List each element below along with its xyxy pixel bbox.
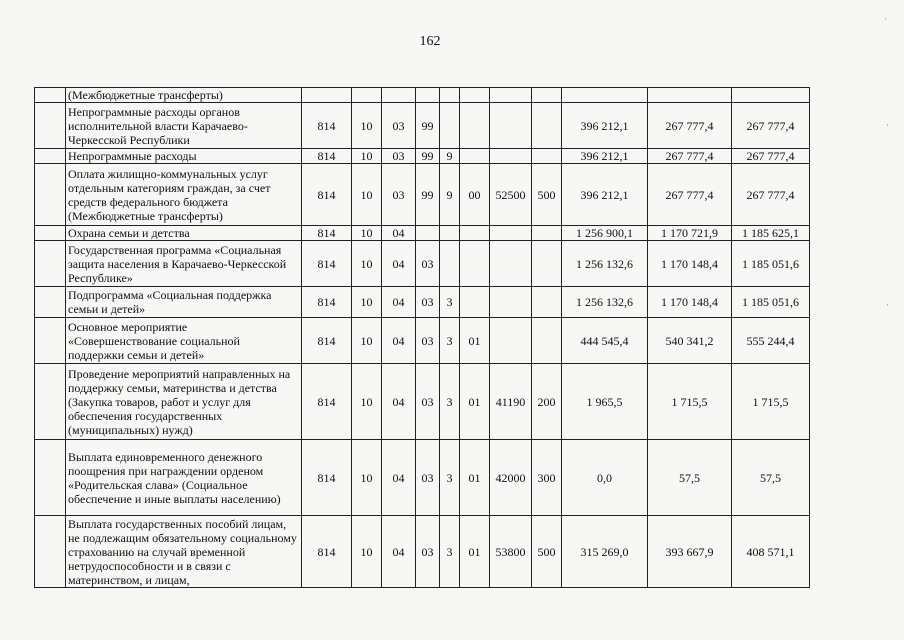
section-code-cell: 10 [352,103,382,149]
subprogram-code-cell [440,226,460,241]
amount-year1-cell: 1 256 900,1 [562,226,648,241]
ministry-code-cell: 814 [302,440,352,516]
page-number: 162 [419,34,441,49]
amount-year3-cell: 408 571,1 [732,516,810,588]
expense-type-code-cell: 300 [532,440,562,516]
amount-year2-cell: 1 170 148,4 [648,241,732,287]
amount-year2-cell: 540 341,2 [648,318,732,364]
expense-type-code-cell [532,226,562,241]
amount-year2-cell: 267 777,4 [648,164,732,226]
amount-year2-cell: 267 777,4 [648,103,732,149]
amount-year1-cell [562,88,648,103]
amount-year2-cell: 1 170 721,9 [648,226,732,241]
event-code-cell: 01 [460,318,490,364]
expense-name-cell: Государственная программа «Социальная защита населения в Карачаево-Черкесской Республике» [66,241,302,287]
direction-code-cell: 42000 [490,440,532,516]
amount-year3-cell: 267 777,4 [732,164,810,226]
ministry-code-cell: 814 [302,241,352,287]
row-number-cell [35,440,66,516]
ministry-code-cell: 814 [302,516,352,588]
direction-code-cell [490,318,532,364]
amount-year1-cell: 444 545,4 [562,318,648,364]
amount-year3-cell: 1 185 051,6 [732,241,810,287]
direction-code-cell: 41190 [490,364,532,440]
direction-code-cell [490,226,532,241]
event-code-cell: 00 [460,164,490,226]
row-number-cell [35,88,66,103]
table-row [35,88,810,103]
row-number-cell [35,516,66,588]
amount-year3-cell: 267 777,4 [732,103,810,149]
amount-year1-cell: 1 256 132,6 [562,241,648,287]
direction-code-cell [490,88,532,103]
subprogram-code-cell: 9 [440,149,460,164]
row-number-cell [35,318,66,364]
direction-code-cell [490,241,532,287]
direction-code-cell [490,103,532,149]
subprogram-code-cell [440,88,460,103]
budget-table [34,87,810,588]
direction-code-cell [490,149,532,164]
target-article-code-cell: 03 [416,241,440,287]
subsection-code-cell [382,88,416,103]
expense-name-cell: Основное мероприятие «Совершенствование социальной поддержки семьи и детей» [66,318,302,364]
subsection-code-cell: 03 [382,103,416,149]
table-row [35,164,810,226]
subsection-code-cell: 04 [382,226,416,241]
amount-year3-cell: 1 185 625,1 [732,226,810,241]
expense-name-cell: Охрана семьи и детства [66,226,302,241]
subprogram-code-cell: 3 [440,364,460,440]
table-row [35,287,810,318]
subsection-code-cell: 04 [382,364,416,440]
expense-type-code-cell [532,241,562,287]
expense-name-cell: Проведение мероприятий направленных на поддержку семьи, материнства и детства (Закупка товаров, работ и услуг для обеспечения государственных (муниципальных) нужд) [66,364,302,440]
ministry-code-cell: 814 [302,164,352,226]
amount-year2-cell: 1 170 148,4 [648,287,732,318]
row-number-cell [35,287,66,318]
expense-name-cell: Подпрограмма «Социальная поддержка семьи и детей» [66,287,302,318]
expense-type-code-cell [532,318,562,364]
row-number-cell [35,164,66,226]
target-article-code-cell: 99 [416,149,440,164]
target-article-code-cell [416,88,440,103]
table-row [35,516,810,588]
event-code-cell [460,149,490,164]
subsection-code-cell: 03 [382,164,416,226]
amount-year2-cell: 267 777,4 [648,149,732,164]
expense-type-code-cell: 500 [532,164,562,226]
direction-code-cell [490,287,532,318]
expense-type-code-cell [532,103,562,149]
subsection-code-cell: 04 [382,241,416,287]
section-code-cell: 10 [352,149,382,164]
row-number-cell [35,103,66,149]
subprogram-code-cell: 3 [440,318,460,364]
amount-year2-cell: 1 715,5 [648,364,732,440]
amount-year1-cell: 1 965,5 [562,364,648,440]
ministry-code-cell: 814 [302,318,352,364]
table-row [35,149,810,164]
section-code-cell: 10 [352,164,382,226]
expense-type-code-cell: 500 [532,516,562,588]
subprogram-code-cell: 3 [440,440,460,516]
expense-name-cell: Выплата государственных пособий лицам, не подлежащим обязательному социальному страхованию на случай временной нетрудоспособности и в связи с материнством, и лицам, [66,516,302,588]
event-code-cell [460,226,490,241]
table-row [35,318,810,364]
section-code-cell: 10 [352,226,382,241]
section-code-cell: 10 [352,440,382,516]
direction-code-cell: 53800 [490,516,532,588]
subprogram-code-cell: 9 [440,164,460,226]
event-code-cell [460,241,490,287]
subprogram-code-cell: 3 [440,516,460,588]
expense-name-cell: Оплата жилищно-коммунальных услуг отдельным категориям граждан, за счет средств федерального бюджета (Межбюджетные трансферты) [66,164,302,226]
amount-year3-cell: 57,5 [732,440,810,516]
subprogram-code-cell: 3 [440,287,460,318]
event-code-cell: 01 [460,364,490,440]
subsection-code-cell: 04 [382,318,416,364]
event-code-cell [460,88,490,103]
amount-year2-cell [648,88,732,103]
amount-year1-cell: 396 212,1 [562,164,648,226]
target-article-code-cell: 99 [416,164,440,226]
expense-type-code-cell [532,149,562,164]
ministry-code-cell: 814 [302,103,352,149]
event-code-cell: 01 [460,516,490,588]
scan-mark: · [886,120,889,130]
table-row [35,440,810,516]
amount-year3-cell: 555 244,4 [732,318,810,364]
amount-year2-cell: 57,5 [648,440,732,516]
ministry-code-cell [302,88,352,103]
table-row [35,226,810,241]
section-code-cell: 10 [352,241,382,287]
subsection-code-cell: 04 [382,516,416,588]
subprogram-code-cell [440,241,460,287]
target-article-code-cell: 99 [416,103,440,149]
expense-type-code-cell [532,287,562,318]
ministry-code-cell: 814 [302,287,352,318]
ministry-code-cell: 814 [302,226,352,241]
amount-year3-cell: 267 777,4 [732,149,810,164]
target-article-code-cell: 03 [416,440,440,516]
amount-year3-cell: 1 185 051,6 [732,287,810,318]
target-article-code-cell [416,226,440,241]
amount-year3-cell: 1 715,5 [732,364,810,440]
event-code-cell: 01 [460,440,490,516]
expense-name-cell: Непрограммные расходы органов исполнительной власти Карачаево-Черкесской Республики [66,103,302,149]
subsection-code-cell: 04 [382,440,416,516]
expense-name-cell: (Межбюджетные трансферты) [66,88,302,103]
expense-name-cell: Выплата единовременного денежного поощрения при награждении орденом «Родительская слава» (Социальное обеспечение и иные выплаты населению) [66,440,302,516]
direction-code-cell: 52500 [490,164,532,226]
section-code-cell: 10 [352,318,382,364]
expense-name-cell: Непрограммные расходы [66,149,302,164]
row-number-cell [35,149,66,164]
amount-year1-cell: 0,0 [562,440,648,516]
row-number-cell [35,364,66,440]
row-number-cell [35,241,66,287]
target-article-code-cell: 03 [416,287,440,318]
ministry-code-cell: 814 [302,149,352,164]
event-code-cell [460,103,490,149]
scan-mark: · [884,14,887,24]
section-code-cell: 10 [352,364,382,440]
expense-type-code-cell [532,88,562,103]
table-row [35,364,810,440]
amount-year1-cell: 396 212,1 [562,103,648,149]
section-code-cell: 10 [352,516,382,588]
target-article-code-cell: 03 [416,318,440,364]
target-article-code-cell: 03 [416,364,440,440]
amount-year1-cell: 1 256 132,6 [562,287,648,318]
expense-type-code-cell: 200 [532,364,562,440]
amount-year2-cell: 393 667,9 [648,516,732,588]
table-row [35,103,810,149]
target-article-code-cell: 03 [416,516,440,588]
subsection-code-cell: 03 [382,149,416,164]
amount-year1-cell: 396 212,1 [562,149,648,164]
row-number-cell [35,226,66,241]
subprogram-code-cell [440,103,460,149]
amount-year1-cell: 315 269,0 [562,516,648,588]
subsection-code-cell: 04 [382,287,416,318]
ministry-code-cell: 814 [302,364,352,440]
section-code-cell [352,88,382,103]
table-row [35,241,810,287]
section-code-cell: 10 [352,287,382,318]
event-code-cell [460,287,490,318]
scan-mark: · [886,300,889,310]
amount-year3-cell [732,88,810,103]
